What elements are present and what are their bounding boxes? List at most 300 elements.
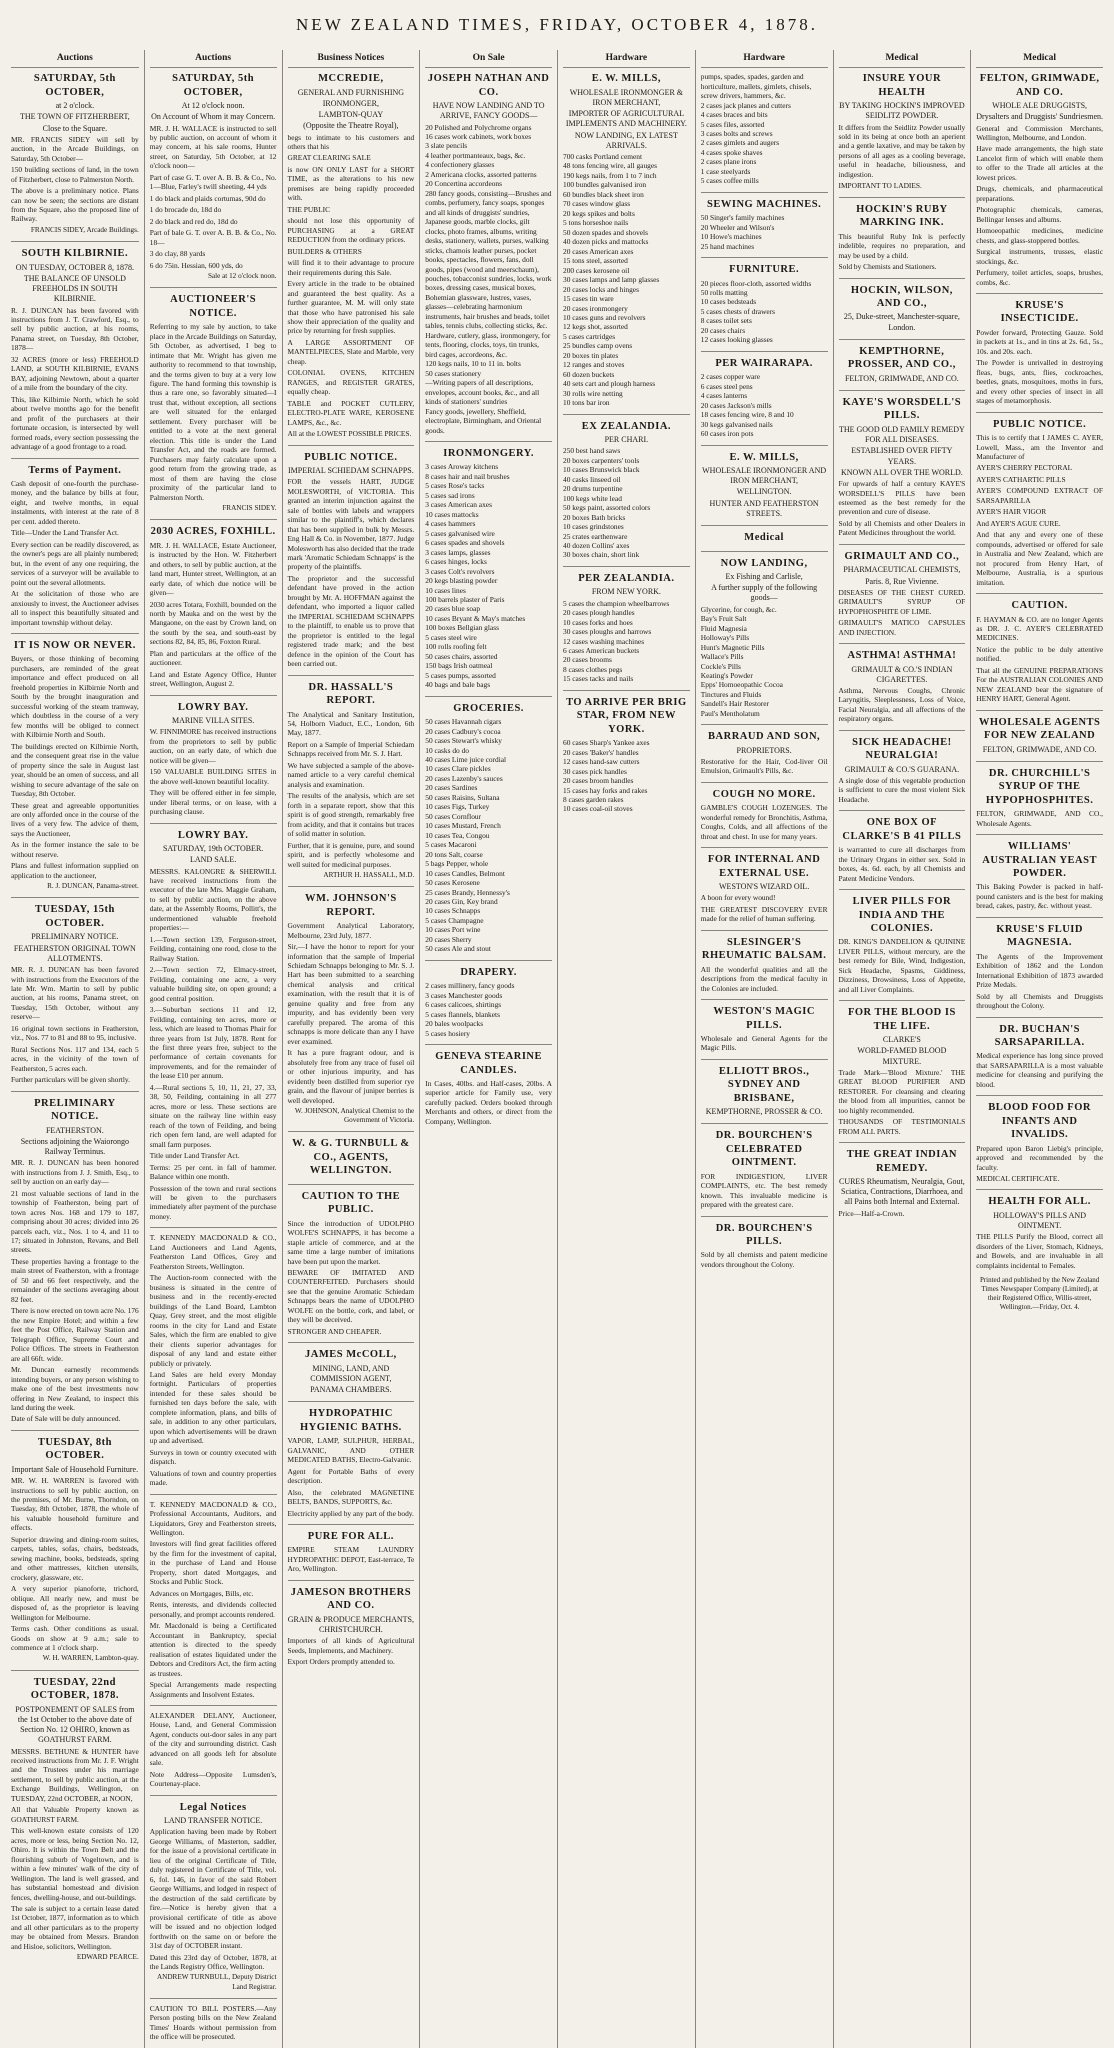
notice-headline: JAMESON BROTHERS AND CO.	[290, 1586, 412, 1612]
notice-paragraph: The results of the analysis, which are set forth in a separate report, show that this spirit is of good strength, remarkably free from acidity, and that it contains but traces of solid matter in solution.	[287, 791, 415, 839]
goods-list	[563, 152, 690, 408]
notice-headline: SATURDAY, 5th OCTOBER,	[172, 73, 255, 98]
notice-subhead: PANAMA CHAMBERS.	[310, 1385, 392, 1395]
advertisement	[976, 1195, 1103, 1270]
goods-list-item: 20 cases locks and hinges	[563, 284, 639, 294]
notice-divider	[839, 197, 966, 198]
notice-headline: DR. BUCHAN'S SARSAPARILLA.	[994, 1023, 1085, 1048]
notice-paragraph: All that Valuable Property known as GOATHURST FARM.	[11, 1805, 139, 1824]
notice-headline: BARRAUD AND SON,	[708, 731, 821, 743]
notice-divider	[11, 1430, 139, 1431]
notice-paragraph: The sale is subject to a certain lease dated 1st October, 1877, information as to which and all other particulars as to the property may be obtained from Messrs. Brandon and Hisloe, solicitors, Wellington.	[11, 1904, 139, 1951]
notice-subhead: (Opposite the Theatre Royal),	[303, 121, 399, 131]
notice-headline: CAUTION.	[1011, 600, 1068, 612]
notice-divider	[150, 695, 277, 696]
notice-divider	[976, 761, 1103, 762]
advertisement	[425, 1050, 552, 1126]
notice-divider	[701, 445, 828, 446]
advertisement	[976, 72, 1103, 287]
advertisement	[11, 1097, 139, 1424]
notice-paragraph: 4.—Rural sections 5, 10, 11, 21, 27, 33, 38, 50, Feilding, containing in all 277 acres, more or less. These sections are situate on the railway line within easy reach of the town of Feilding, and being rich open fern land, are well adapted for small farm purposes.	[149, 1082, 277, 1149]
goods-list-item: 20 boxes tin plates	[563, 350, 619, 360]
notice-paragraph: FOR INDIGESTION, LIVER COMPLAINTS, etc. The best remedy known. This invaluable medicine is prepared with the greatest care.	[700, 1171, 828, 1210]
notice-subhead: HOLLOWAY'S PILLS AND OINTMENT.	[993, 1210, 1086, 1231]
notice-paragraph: Sold by all Chemists and other Dealers in Patent Medicines throughout the world.	[838, 518, 966, 538]
advertisement	[288, 451, 415, 669]
notice-headline: INSURE YOUR HEALTH	[862, 73, 942, 98]
advertisement	[976, 599, 1103, 704]
notice-paragraph: Plans and fullest information supplied on application to the auctioneer,	[11, 861, 139, 880]
notice-subhead: WELLINGTON.	[736, 487, 792, 497]
notice-divider	[425, 1044, 552, 1045]
goods-list-item: 18 cases fencing wire, 8 and 10	[700, 410, 794, 420]
column-heading: Medical	[976, 50, 1103, 68]
notice-paragraph: The proprietor and the successful defendant have proved in the action brought by Mr. A. HOFFMAN against the defendant, who imported a liquor called the IMPERIAL SCHIEDAM SCHNAPPS to the plaintiff, to enable us to prove that the proprietor is entitled to the legal registered trade mark; and the best defence in the opinion of the Court has been carried out.	[287, 573, 415, 669]
notice-subhead: WHOLESALE IRONMONGER & IRON MERCHANT,	[569, 87, 684, 107]
goods-list-item: 20 drums turpentine	[563, 484, 623, 494]
notice-paragraph: Buyers, or those thinking of becoming purchasers, are reminded of the great importance and effect produced on all freehold properties in Kilbirnie North and South by the brought inauguration and successful working of the steam tramway, which doubtless in the course of a very few months will be obliged to connect with Kilbirnie North and South.	[11, 654, 139, 740]
notice-divider	[563, 566, 690, 567]
notice-paragraph: Plan and particulars at the office of the auctioneer.	[149, 648, 277, 668]
notice-subhead: Sections adjoining the Waiorongo Railway Terminus.	[20, 1136, 130, 1157]
goods-list-item: 100 kegs white lead	[563, 493, 622, 503]
goods-list-item: 10 cases Candles, Belmont	[425, 868, 505, 878]
goods-list	[701, 372, 828, 438]
column-2	[144, 50, 282, 2048]
goods-list-item: 5 cases the champion wheelbarrows	[563, 598, 670, 608]
notice-paragraph: This, like Kilbirnie North, which he sold about twelve months ago for the benefit and profit of the purchasers at their fortunate occasion, is intersected by well formed roads, every section possessing the advantage of a good frontage to a road.	[11, 394, 139, 452]
notice-headline: E. W. MILLS,	[591, 73, 662, 85]
notice-paragraph: AYER'S CATHARTIC PILLS	[976, 474, 1066, 484]
goods-list-item: 20 Wheeler and Wilson's	[700, 222, 775, 232]
notice-subhead: FELTON, GRIMWADE, AND CO.	[844, 373, 959, 383]
notice-paragraph: 32 ACRES (more or less) FREEHOLD LAND, at SOUTH KILBIRNIE, EVANS BAY, adjoining Newtown, about a quarter of a mile from the boundary of the city.	[11, 354, 139, 393]
advertisement	[839, 396, 966, 538]
notice-headline: JOSEPH NATHAN AND CO.	[427, 73, 550, 98]
notice-divider	[701, 724, 828, 725]
goods-list-item: 5 cases Champagne	[425, 915, 484, 925]
advertisement	[839, 284, 966, 333]
notice-divider	[976, 593, 1103, 594]
notice-divider	[976, 1095, 1103, 1096]
goods-list-item: 6 cases hinges, locks	[425, 557, 487, 567]
notice-divider	[150, 1998, 277, 1999]
goods-list-item: 100 barrels plaster of Paris	[425, 594, 505, 604]
goods-list-item: 25 crates earthenware	[563, 531, 628, 541]
advertisement	[11, 903, 139, 1084]
notice-headline: E. W. MILLS,	[729, 451, 799, 463]
notice-paragraph: MESSRS. BETHUNE & HUNTER have received instructions from Mr. J. F. Wright and the Trustees under his marriage settlement, to sell by public auction, at the Exchange Buildings, Wellington, on TUESDAY, 22nd OCTOBER, at NOON,	[11, 1746, 139, 1803]
notice-paragraph: AYER'S CHERRY PECTORAL	[976, 463, 1073, 473]
goods-list-item: 20 cases chairs	[700, 325, 746, 335]
notice-headline: FOR INTERNAL AND EXTERNAL USE.	[707, 854, 821, 879]
notice-paragraph: The Analytical and Sanitary Institution, 54, Holborn Viaduct, E.C., London, 6th May, 1877.	[287, 709, 415, 738]
advertisement	[701, 357, 828, 439]
goods-list-item: 40 cases Lime juice cordial	[425, 754, 507, 764]
notice-paragraph: 1 do black and plaids cortumas, 90d do	[149, 193, 266, 203]
notice-divider	[976, 917, 1103, 918]
goods-list-item: 15 tons steel, assorted	[563, 256, 628, 266]
notice-subhead: POSTPONEMENT OF SALES from the 1st October to the above date of Section No. 12 OHIRO, known as GOATHURST FARM.	[15, 1704, 135, 1745]
goods-list-item: 5 cases chests of drawers	[700, 306, 776, 316]
notice-paragraph: MESSRS. KALONGRE & SHERWILL have received instructions from the executor of the late Mrs. Maggie Graham, to sell by public auction, on the above date, at the Assembly Rooms, Pollitt's, the undermentioned valuable freehold properties:—	[149, 866, 277, 933]
advertisement	[701, 72, 828, 186]
notice-paragraph: For upwards of half a century KAYE'S WORSDELL'S PILLS have been esteemed as the best remedy for the prevention and cure of disease.	[838, 479, 966, 517]
notice-paragraph: Part of bale G. T. over A. B. B. & Co., No. 18—	[149, 228, 277, 247]
goods-list-item: 5 cases Macaroni	[425, 840, 477, 850]
notice-paragraph: Photographic chemicals, cameras, Bellingar lenses and albums.	[976, 205, 1103, 224]
advertisement	[150, 525, 277, 688]
goods-list-item: 20 kegs blasting powder	[425, 576, 498, 586]
notice-subhead: KNOWN ALL OVER THE WORLD.	[840, 467, 963, 477]
notice-paragraph: Asthma, Nervous Coughs, Chronic Laryngitis, Sleeplessness, Loss of Voice, Facial Neuralgia, and all affections of the respiratory organs.	[838, 686, 966, 724]
notice-subhead: PER CHARI.	[604, 435, 649, 445]
notice-headline: WILLIAMS' AUSTRALIAN YEAST POWDER.	[982, 841, 1097, 879]
notice-subhead: HUNTER AND FEATHERSTON STREETS.	[709, 498, 819, 518]
notice-paragraph: General and Commission Merchants, Wellington, Melbourne, and London.	[976, 123, 1103, 142]
notice-paragraph: A single dose of this vegetable production is sufficient to cure the most violent Sick Headache.	[838, 775, 966, 804]
advertisement	[701, 788, 828, 841]
goods-list-item: 4 cases spoke shaves	[700, 147, 763, 157]
goods-list-item: 1 case steelyards	[700, 166, 751, 176]
notice-subhead: GRIMAULT & CO.'S INDIAN CIGARETTES.	[851, 664, 953, 684]
advertisement	[288, 1530, 415, 1574]
notice-signature: W. JOHNSON, Analytical Chemist to the Government of Victoria.	[294, 1107, 415, 1125]
goods-list-item: 20 boxes Bath bricks	[563, 512, 626, 522]
goods-list-item: 20 cases broom handles	[563, 776, 634, 786]
notice-paragraph: FOR the vessels HART, JUDGE MOLESWORTH, of VICTORIA. This granted an interim injunction against the sale of bottles with labels and wrappers similar to the plaintiff's, which declares that has been supplied in bulk by Messrs. Eng Hall & Co. in November, 1877. Judge Molesworth has also decided that the trade mark 'Aromatic Schiedam Schnapps' is the property of the plaintiffs.	[287, 477, 415, 572]
advertisement	[11, 464, 139, 627]
notice-paragraph: The Powder is unrivalled in destroying fleas, bugs, ants, flies, cockroaches, beetles, gnats, mosquitoes, moths in furs, and every other species of insect in all stages of metamorphosis.	[976, 358, 1103, 406]
advertisement	[288, 1586, 415, 1667]
goods-list-item: —Writing papers of all descriptions, envelopes, account books, &c., and all kinds of stationers' sundries	[425, 378, 540, 407]
goods-list-item: 20 pieces floor-cloth, assorted widths	[700, 278, 812, 288]
goods-list-item: 3 cases Aroway kitchens	[425, 462, 499, 472]
notice-paragraph: GRIMAULT'S MATICO CAPSULES AND INJECTION.	[838, 618, 966, 637]
goods-list-item: 40 dozen Collins' axes	[563, 541, 630, 551]
advertisement	[150, 2004, 277, 2042]
goods-list-item: 4 leather portmanteaux, bags, &c.	[425, 150, 526, 160]
goods-list-item: 2 cases gimlets and augers	[700, 138, 780, 148]
advertisement	[701, 198, 828, 251]
goods-list-item: Fancy goods, jewellery, Sheffield, electroplate, Birmingham, and Oriental goods.	[425, 406, 542, 435]
notice-paragraph: begs to intimate to his customers and others that his	[287, 132, 415, 151]
notice-paragraph: Special Arrangements made respecting Assignments and Insolvent Estates.	[149, 1680, 277, 1699]
notice-headline: DR. BOURCHEN'S PILLS.	[715, 1222, 813, 1248]
notice-divider	[288, 675, 415, 676]
goods-list-item: Paul's Mentholatum	[700, 708, 760, 718]
goods-list-item: 150 bags Irish oatmeal	[425, 661, 493, 671]
advertisement	[976, 840, 1103, 911]
notice-headline: GRIMAULT AND CO.,	[844, 550, 960, 562]
advertisement	[11, 1676, 139, 1963]
notice-paragraph: Export Orders promptly attended to.	[287, 1657, 395, 1667]
notice-headline: PURE FOR ALL.	[307, 1531, 394, 1543]
notice-subhead: CLARKE'S	[882, 1035, 921, 1045]
notice-paragraph: MR. J. H. WALLACE is instructed to sell by public auction, on account of whom it may concern, at his sale rooms, Hunter street, on Saturday, 5th October, at 12 o'clock noon—	[149, 123, 277, 171]
notice-headline: HOCKIN'S RUBY MARKING INK.	[856, 203, 948, 229]
notice-headline: ELLIOTT BROS., SYDNEY AND BRISBANE,	[718, 1065, 810, 1104]
notice-headline: PER WAIRARAPA.	[715, 357, 813, 369]
notice-divider	[839, 339, 966, 340]
printer-imprint: Printed and published by the New Zealand Times Newspaper Company (Limited), at their Registered Office, Willis-street, Wellington.—Friday, Oct. 4.	[979, 1276, 1100, 1312]
notice-subhead: Important Sale of Household Furniture.	[11, 1464, 139, 1474]
notice-headline: KRUSE'S FLUID MAGNESIA.	[996, 923, 1083, 949]
notice-headline: PRELIMINARY NOTICE.	[34, 1097, 116, 1123]
goods-list-item: 30 rolls wire netting	[563, 388, 623, 398]
notice-paragraph: DISEASES OF THE CHEST CURED. GRIMAULT'S SYRUP OF HYPOPHOSPHITE OF LIME.	[838, 587, 966, 616]
notice-headline: 2030 ACRES, FOXHILL.	[150, 526, 276, 538]
notice-paragraph: TABLE and POCKET CUTLERY, ELECTRO-PLATE WARE, KEROSENE LAMPS, &c., &c.	[287, 398, 415, 427]
goods-list-item: 20 cases Gin, Key brand	[425, 897, 498, 906]
notice-paragraph: Sold by all Chemists and Druggists throughout the Colony.	[976, 991, 1103, 1011]
notice-divider	[150, 287, 277, 288]
notice-divider	[288, 445, 415, 446]
notice-paragraph: THE PILLS Purify the Blood, correct all disorders of the Liver, Stomach, Kidneys, and Bowels, and are invaluable in all complaints incidental to Females.	[976, 1232, 1103, 1270]
notice-paragraph: 2 do black and red do, 18d do	[149, 216, 238, 226]
goods-list-item: 20 cases brooms	[563, 655, 612, 665]
goods-list	[701, 605, 828, 719]
notice-headline: SATURDAY, 5th OCTOBER,	[33, 73, 116, 98]
notice-divider	[701, 1216, 828, 1217]
goods-list-item: 10 cases Bryant & May's matches	[425, 613, 526, 623]
goods-list-item: 20 cases Sardines	[425, 783, 478, 793]
notice-subhead: HAVE NOW LANDING AND TO ARRIVE, FANCY GOODS—	[432, 101, 545, 121]
notice-headline: DR. HASSALL'S REPORT.	[308, 681, 394, 707]
goods-list-item: Wallace's Pills	[700, 652, 744, 662]
notice-paragraph: There is now erected on town acre No. 176 the new Empire Hotel; and within a few feet the Post Office, Railway Station and Telegraph Office, Supreme Court and Police Offices. The streets in Featherston are all 66ft. wide.	[11, 1306, 139, 1363]
notice-paragraph: The Auction-room connected with the business is situated in the centre of business and in the recently-erected buildings of the Land Board, Lambton Quay, Grey street, and the most eligible rooms in the city for Land and Estate Sales, which the firm are enabled to give their clients superior advantages for disposal of any land and estate either publicly or privately.	[149, 1273, 277, 1368]
notice-subhead: GRAIN & PRODUCE MERCHANTS, CHRISTCHURCH.	[287, 1614, 414, 1634]
goods-list-item: 40 bags and bale bags	[425, 680, 491, 690]
notice-headline: JAMES McCOLL,	[305, 1349, 397, 1361]
goods-list	[701, 213, 828, 251]
notice-headline: FELTON, GRIMWADE, AND CO.	[979, 73, 1100, 98]
notice-headline: LOWRY BAY.	[177, 701, 249, 713]
advertisement	[701, 1065, 828, 1118]
goods-list-item: 50 cases Cornflour	[425, 811, 482, 821]
notice-paragraph: Every section can be readily discovered, as the owner's pegs are all plainly numbered; but, in the event of any one requiring, the services of a surveyor will be available to point out the several allotments.	[11, 539, 139, 587]
goods-list-item: 5 cases flannels, blankets	[425, 1009, 500, 1019]
goods-list-item: 10 cases coal-oil stoves	[563, 804, 633, 814]
advertisement	[976, 923, 1103, 1011]
goods-list-item: 20 cases Cadbury's cocoa	[425, 726, 501, 736]
goods-list-item: 3 slate pencils	[425, 141, 468, 151]
notice-paragraph: AYER'S COMPOUND EXTRACT OF SARSAPARILLA	[976, 486, 1103, 505]
notice-paragraph: MR. R. J. DUNCAN has been honored with instructions from J. J. Smith, Esq., to sell by auction on an early day—	[11, 1158, 139, 1187]
notice-divider	[288, 1580, 415, 1581]
column-heading: Auctions	[11, 50, 139, 68]
notice-paragraph: Wholesale and General Agents for the Magic Pills.	[700, 1033, 828, 1053]
advertisement	[839, 1006, 966, 1136]
notice-paragraph: F. HAYMAN & CO. are no longer Agents as DR. J. C. AYER'S CELEBRATED MEDICINES.	[976, 614, 1103, 643]
advertisement	[839, 736, 966, 805]
goods-list-item: 16 cases work cabinets, work boxes	[425, 131, 532, 141]
notice-subhead: LAND SALE.	[190, 855, 237, 865]
notice-paragraph: BEWARE OF IMITATED AND COUNTERFEITED. Purchasers should see that the genuine Aromatic Schiedam Schnapps bears the name of UDOLPHO WOLFE on the bottle, cork, and label, or they will be deceived.	[287, 1267, 415, 1325]
goods-list-item: 6 cases calicoes, shirtings	[425, 1000, 502, 1010]
notice-paragraph: Mr. Duncan earnestly recommends intending buyers, or any person wishing to make one of the best investments now offering in New Zealand, to inspect this land during the week.	[11, 1365, 139, 1412]
notice-headline: W. & G. TURNBULL & CO., AGENTS, WELLINGTON.	[292, 1138, 410, 1177]
notice-divider	[150, 1705, 277, 1706]
goods-list-item: 20 cases blue soap	[425, 604, 481, 614]
notice-paragraph: 150 building sections of land, in the town of Fitzherbert, close to Palmerston North.	[11, 165, 139, 184]
notice-divider	[701, 1059, 828, 1060]
notice-subhead: IMPERIAL SCHIEDAM SCHNAPPS.	[288, 466, 414, 476]
notice-divider	[288, 1184, 415, 1185]
goods-list-item: 3 cases Manchester goods	[425, 990, 503, 1000]
goods-list-item: 20 cases plough handles	[563, 608, 635, 618]
goods-list-item: 20 cases American axes	[563, 246, 634, 256]
notice-subhead: PHARMACEUTICAL CHEMISTS,	[843, 565, 961, 575]
advertisement	[425, 447, 552, 690]
goods-list-item: 10 cases mattocks	[425, 509, 479, 519]
goods-list-item: 4 cases braces and bits	[700, 110, 768, 120]
advertisement	[839, 816, 966, 883]
notice-subhead: On Account of Whom it may Concern.	[151, 112, 276, 122]
notice-paragraph: Sold by Chemists and Stationers.	[838, 262, 937, 272]
notice-paragraph: Also, the celebrated MAGNETINE BELTS, BANDS, SUPPORTS, &c.	[287, 1487, 415, 1507]
notice-headline: SEWING MACHINES.	[707, 198, 822, 210]
goods-list-item: 40 sets cart and plough harness	[563, 379, 656, 389]
goods-list-item: 50 dozen spades and shovels	[563, 227, 648, 237]
notice-signature: Sale at 12 o'clock noon.	[207, 272, 277, 281]
notice-headline: SLESINGER'S RHEUMATIC BALSAM.	[701, 936, 827, 962]
goods-list-item: 8 cases garden rakes	[563, 794, 624, 804]
notice-subhead: Paris. 8, Rue Vivienne.	[865, 576, 939, 586]
notice-divider	[701, 551, 828, 552]
goods-list-item: 4 cases lanterns	[700, 391, 748, 401]
notice-paragraph: Trade Mark—'Blood Mixture.' THE GREAT BLOOD PURIFIER AND RESTORER. For cleansing and clearing the blood from all impurities, cannot be too highly recommended.	[838, 1067, 966, 1115]
notice-paragraph: Government Analytical Laboratory, Melbourne, 23rd July, 1877.	[287, 921, 415, 940]
goods-list-item: 200 cases kerosene oil	[563, 265, 630, 275]
notice-divider	[11, 1670, 139, 1671]
goods-list-item: 190 kegs nails, from 1 to 7 inch	[563, 170, 657, 180]
advertisement	[563, 72, 690, 408]
goods-list-item: Bay's Fruit Salt	[700, 614, 747, 624]
advertisement	[150, 1711, 277, 1789]
notice-paragraph: And AYER'S AGUE CURE.	[976, 518, 1061, 528]
goods-list-item: 5 cases Rose's tacks	[425, 481, 485, 491]
advertisement	[839, 1148, 966, 1218]
notice-divider	[11, 897, 139, 898]
notice-divider	[701, 257, 828, 258]
goods-list-item: 5 cases coffee mills	[700, 176, 759, 186]
goods-list-item: Tinctures and Fluids	[700, 689, 762, 699]
notice-paragraph: Further particulars will be given shortly.	[11, 1075, 130, 1085]
advertisement	[701, 936, 828, 993]
notice-paragraph: Further, that it is genuine, pure, and sound spirit, and is perfectly wholesome and well suited for medicinal purposes.	[287, 840, 415, 869]
notice-subhead: LAMBTON-QUAY	[318, 110, 384, 120]
notice-paragraph: Advances on Mortgages, Bills, etc.	[149, 1588, 254, 1598]
notice-headline: FURNITURE.	[729, 264, 800, 276]
goods-list-item: 30 boxes chain, short link	[563, 550, 640, 560]
notice-paragraph: Referring to my sale by auction, to take place in the Arcade Buildings on Saturday, 5th October, as advertised, I beg to intimate that Mr. Wright has given me authority to recommend to that township, and the terms given to buy at a very low figure. The hand forming this township is thus a rare one, so favorably situated—I trust that, without exception, all sections are well situated for the enlarged settlement. Every purchaser will be entitled to a vote at the next general election. This title is under the Land Transfer Act, and the roads are formed. Purchasers may fairly calculate upon a good return from the growing trade, as most of them are having the close proximity of the particular land to Palmerston North.	[149, 322, 277, 502]
goods-list-item: 15 cases tin ware	[563, 294, 614, 304]
notice-paragraph: is now ON ONLY LAST for a SHORT TIME, as the alterations to his new premises are being rapidly proceeded with.	[287, 164, 415, 203]
notice-divider	[839, 643, 966, 644]
notice-paragraph: Mr. Macdonald is being a Certificated Accountant in Bankruptcy, special attention is directed to the speedy realisation of estates liquidated under the Debtors and Creditors Act, the firm acting as trustees.	[149, 1621, 277, 1678]
goods-list-item: 10 cases forks and hoes	[563, 617, 633, 627]
goods-list-item: 5 cases cartridges	[563, 331, 616, 341]
notice-subhead: At 12 o'clock noon.	[181, 101, 245, 111]
notice-paragraph: IMPORTANT TO LADIES.	[838, 181, 922, 191]
notice-signature: EDWARD PEARCE.	[76, 1953, 139, 1962]
notice-paragraph: MR. W. H. WARREN is favored with instructions to sell by public auction, on the premises, of Mr. Burne, Thorndon, on Tuesday, 8th October, 1878, the whole of his valuable household furniture and effects.	[11, 1476, 139, 1533]
goods-list-item: 10 cases grindstones	[563, 522, 624, 532]
notice-divider	[11, 633, 139, 634]
goods-list-item: Hunt's Magnetic Pills	[700, 642, 765, 652]
notice-subhead: at 2 o'clock.	[55, 101, 95, 111]
goods-list-item: 12 kegs shot, assorted	[563, 322, 628, 332]
goods-list-item: 50 rolls matting	[700, 288, 748, 297]
advertisement	[150, 1500, 277, 1699]
notice-headline: GROCERIES.	[453, 702, 524, 714]
advertisement	[288, 892, 415, 1125]
notice-headline: TO ARRIVE PER BRIG STAR, FROM NEW YORK.	[566, 696, 687, 735]
notice-paragraph: All at the LOWEST POSSIBLE PRICES.	[287, 429, 412, 439]
notice-paragraph: This beautiful Ruby Ink is perfectly indelible, requires no preparation, and may be used by a child.	[838, 231, 966, 260]
notice-divider	[839, 889, 966, 890]
advertisement	[839, 203, 966, 272]
notice-divider	[976, 1017, 1103, 1018]
notice-paragraph: Drugs, chemicals, and pharmaceutical preparations.	[976, 184, 1103, 203]
notice-paragraph: STRONGER AND CHEAPER.	[287, 1326, 382, 1336]
advertisement	[839, 649, 966, 724]
notice-subhead: FELTON, GRIMWADE, AND CO.	[982, 744, 1097, 754]
notice-headline: HEALTH FOR ALL.	[988, 1196, 1091, 1208]
goods-list-item: 12 cases looking glasses	[700, 335, 773, 345]
goods-list-item: Sandell's Hair Restorer	[700, 699, 769, 709]
goods-list-item: 50 Singer's family machines	[700, 213, 785, 223]
notice-subhead: PROPRIETORS.	[736, 745, 792, 755]
column-heading: Hardware	[563, 50, 690, 68]
column-heading: Business Notices	[288, 50, 415, 68]
notice-paragraph: This Baking Powder is packed in half-pound canisters and is the best for making bread, cakes, pastry, &c. without yeast.	[976, 882, 1103, 911]
goods-list-item: 8 cases clothes pegs	[563, 664, 623, 674]
notice-paragraph: Date of Sale will be duly announced.	[11, 1414, 121, 1424]
notice-paragraph: The buildings erected on Kilbirnie North, and the consequent great rise in the value of property since the sale in August last year, should be an omen of success, and all wishing to secure advantage of the sale on Tuesday, 8th October.	[11, 741, 139, 799]
advertisement	[976, 716, 1103, 755]
notice-subhead: MINING, LAND, AND COMMISSION AGENT,	[310, 1363, 392, 1383]
notice-divider	[425, 441, 552, 442]
goods-list-item: 5 cases hosiery	[425, 1028, 470, 1038]
goods-list	[425, 462, 552, 689]
advertisement	[701, 263, 828, 345]
notice-paragraph: Investors will find great facilities offered by the firm for the investment of capital, in the purchase of Land and House Property, short dated Mortgages, and Stocks and Public Stock.	[149, 1539, 277, 1587]
goods-list-item: 30 cases lamps and lamp glasses	[563, 275, 660, 285]
notice-paragraph: These great and agreeable opportunities are only afforded once in the course of the lives of a very few. The advice of them, says the Auctioneer,	[11, 800, 139, 838]
goods-list-item: 40 casks linseed oil	[563, 474, 621, 484]
notice-paragraph: 2.—Town section 72, Elmacy-street, Feilding, containing one acre, a very valuable building site, on open ground; a good central position.	[149, 965, 277, 1003]
notice-paragraph: should not lose this opportunity of PURCHASING at a GREAT REDUCTION from the ordinary prices.	[287, 216, 415, 245]
notice-headline: COUGH NO MORE.	[712, 788, 816, 800]
goods-list-item: 15 cases tacks and nails	[563, 674, 634, 684]
notice-divider	[150, 1227, 277, 1228]
notice-paragraph: Rents, interests, and dividends collected personally, and prompt accounts rendered.	[149, 1600, 277, 1619]
advertisement	[839, 72, 966, 191]
notice-paragraph: THE PUBLIC	[287, 204, 330, 214]
goods-list-item: 48 tons fencing wire, all gauges	[563, 161, 657, 171]
goods-list-item: 20 kegs spikes and bolts	[563, 208, 635, 218]
column-heading: Hardware	[701, 50, 828, 68]
notice-headline: WHOLESALE AGENTS FOR NEW ZEALAND	[978, 716, 1101, 742]
goods-list-item: 5 bags Pepper, whole	[425, 859, 489, 869]
notice-paragraph: These properties having a frontage to the main street of Featherston, with a frontage of 50 and 66 feet respectively, and the remainder of the sections averaging about 82 feet.	[11, 1256, 139, 1304]
advertisement	[288, 1348, 415, 1395]
goods-list-item: 5 cases galvanised wire	[425, 528, 495, 538]
goods-list-item: 12 ranges and stoves	[563, 360, 625, 370]
